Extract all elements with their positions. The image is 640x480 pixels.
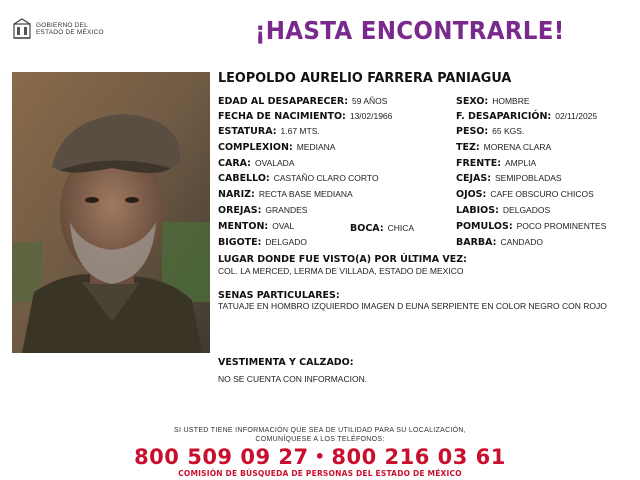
field-ojos bbox=[456, 189, 594, 200]
person-photo bbox=[12, 72, 210, 353]
field-pomulos bbox=[456, 221, 606, 232]
person-photo-illustration bbox=[12, 72, 210, 353]
last-seen-text: COL. LA MERCED, LERMA DE VILLADA, ESTADO DE MEXICO bbox=[218, 266, 464, 276]
phone-number-2[interactable]: 800 216 03 61 bbox=[331, 445, 506, 469]
field-peso-value: 65 KGS. bbox=[492, 126, 525, 136]
field-estatura-label: ESTATURA: bbox=[218, 126, 277, 137]
phone-number-1[interactable]: 800 509 09 27 bbox=[134, 445, 309, 469]
field-bigote-label: BIGOTE: bbox=[218, 237, 262, 248]
field-cabello-value: CASTAÑO CLARO CORTO bbox=[273, 173, 379, 183]
field-barba-label: BARBA: bbox=[456, 237, 497, 248]
state-emblem-icon bbox=[12, 18, 32, 40]
government-logo bbox=[12, 18, 104, 40]
field-cara bbox=[218, 158, 295, 169]
field-labios-label: LABIOS: bbox=[456, 205, 499, 216]
field-complexion-value: MEDIANA bbox=[296, 142, 336, 152]
field-ojos-value: CAFE OBSCURO CHICOS bbox=[490, 189, 594, 199]
logo-line-1: GOBIERNO DEL bbox=[36, 21, 88, 29]
field-nariz-label: NARIZ: bbox=[218, 189, 255, 200]
field-boca-label: BOCA: bbox=[350, 223, 384, 234]
field-frente-value: AMPLIA bbox=[505, 158, 537, 168]
field-cejas-label: CEJAS: bbox=[456, 173, 491, 184]
field-frente-label: FRENTE: bbox=[456, 158, 502, 169]
field-frente bbox=[456, 158, 536, 169]
person-name: LEOPOLDO AURELIO FARRERA PANIAGUA bbox=[218, 70, 512, 86]
contact-note bbox=[0, 426, 640, 444]
field-barba bbox=[456, 237, 543, 248]
last-seen-title: LUGAR DONDE FUE VISTO(A) POR ÚLTIMA VEZ: bbox=[218, 254, 467, 265]
field-cabello-label: CABELLO: bbox=[218, 173, 270, 184]
field-nacimiento-label: FECHA DE NACIMIENTO: bbox=[218, 111, 346, 122]
field-peso-label: PESO: bbox=[456, 126, 489, 137]
field-pomulos-value: POCO PROMINENTES bbox=[516, 221, 607, 231]
headline: ¡HASTA ENCONTRARLE! bbox=[255, 16, 565, 45]
field-orejas-value: GRANDES bbox=[265, 205, 308, 215]
field-complexion-label: COMPLEXION: bbox=[218, 142, 293, 153]
field-desaparicion-label: F. DESAPARICIÓN: bbox=[456, 111, 552, 122]
field-tez-label: TEZ: bbox=[456, 142, 480, 153]
field-tez-value: MORENA CLARA bbox=[483, 142, 552, 152]
field-pomulos-label: POMULOS: bbox=[456, 221, 513, 232]
field-orejas-label: OREJAS: bbox=[218, 205, 262, 216]
field-sexo-label: SEXO: bbox=[456, 96, 489, 107]
particular-signs-text: TATUAJE EN HOMBRO IZQUIERDO IMAGEN D EUNA SERPIENTE EN COLOR NEGRO CON ROJO bbox=[218, 301, 607, 311]
field-nariz-value: RECTA BASE MEDIANA bbox=[258, 189, 353, 199]
field-complexion bbox=[218, 142, 335, 153]
field-menton-label: MENTON: bbox=[218, 221, 269, 232]
field-bigote-value: DELGADO bbox=[265, 237, 307, 247]
field-menton bbox=[218, 221, 294, 232]
field-nariz bbox=[218, 189, 353, 200]
field-labios-value: DELGADOS bbox=[502, 205, 551, 215]
field-cara-label: CARA: bbox=[218, 158, 251, 169]
field-edad bbox=[218, 96, 387, 107]
field-tez bbox=[456, 142, 551, 153]
clothing-text: NO SE CUENTA CON INFORMACION. bbox=[218, 374, 368, 384]
contact-note-line-1: SI USTED TIENE INFORMACIÓN QUE SEA DE UTILIDAD PARA SU LOCALIZACIÓN, bbox=[173, 427, 467, 434]
field-edad-value: 59 AÑOS bbox=[352, 96, 388, 106]
field-boca-value: CHICA bbox=[387, 223, 415, 233]
field-sexo-value: HOMBRE bbox=[492, 96, 530, 106]
field-edad-label: EDAD AL DESAPARECER: bbox=[218, 96, 349, 107]
phone-separator: • bbox=[314, 447, 326, 466]
field-cejas bbox=[456, 173, 562, 184]
field-barba-value: CANDADO bbox=[500, 237, 543, 247]
field-peso bbox=[456, 126, 524, 137]
field-cara-value: OVALADA bbox=[254, 158, 295, 168]
commission-name: COMISIÓN DE BÚSQUEDA DE PERSONAS DEL ESTADO DE MÉXICO bbox=[178, 469, 462, 478]
field-estatura-value: 1.67 MTS. bbox=[280, 126, 320, 136]
clothing-title: VESTIMENTA Y CALZADO: bbox=[218, 357, 354, 368]
phone-numbers bbox=[0, 445, 640, 469]
field-nacimiento bbox=[218, 111, 392, 122]
particular-signs-title: SENAS PARTICULARES: bbox=[218, 290, 340, 301]
field-estatura bbox=[218, 126, 320, 137]
field-cabello bbox=[218, 173, 379, 184]
logo-line-2: ESTADO DE MÉXICO bbox=[36, 29, 104, 36]
field-ojos-label: OJOS: bbox=[456, 189, 487, 200]
field-cejas-value: SEMIPOBLADAS bbox=[495, 173, 562, 183]
field-labios bbox=[456, 205, 550, 216]
contact-note-line-2: COMUNÍQUESE A LOS TELÉFONOS: bbox=[255, 436, 385, 443]
field-bigote bbox=[218, 237, 307, 248]
field-menton-value: OVAL bbox=[272, 221, 295, 231]
field-boca bbox=[350, 223, 414, 234]
field-nacimiento-value: 13/02/1966 bbox=[349, 111, 393, 121]
field-desaparicion-value: 02/11/2025 bbox=[555, 111, 598, 121]
field-sexo bbox=[456, 96, 530, 107]
field-desaparicion bbox=[456, 111, 597, 122]
field-orejas bbox=[218, 205, 307, 216]
